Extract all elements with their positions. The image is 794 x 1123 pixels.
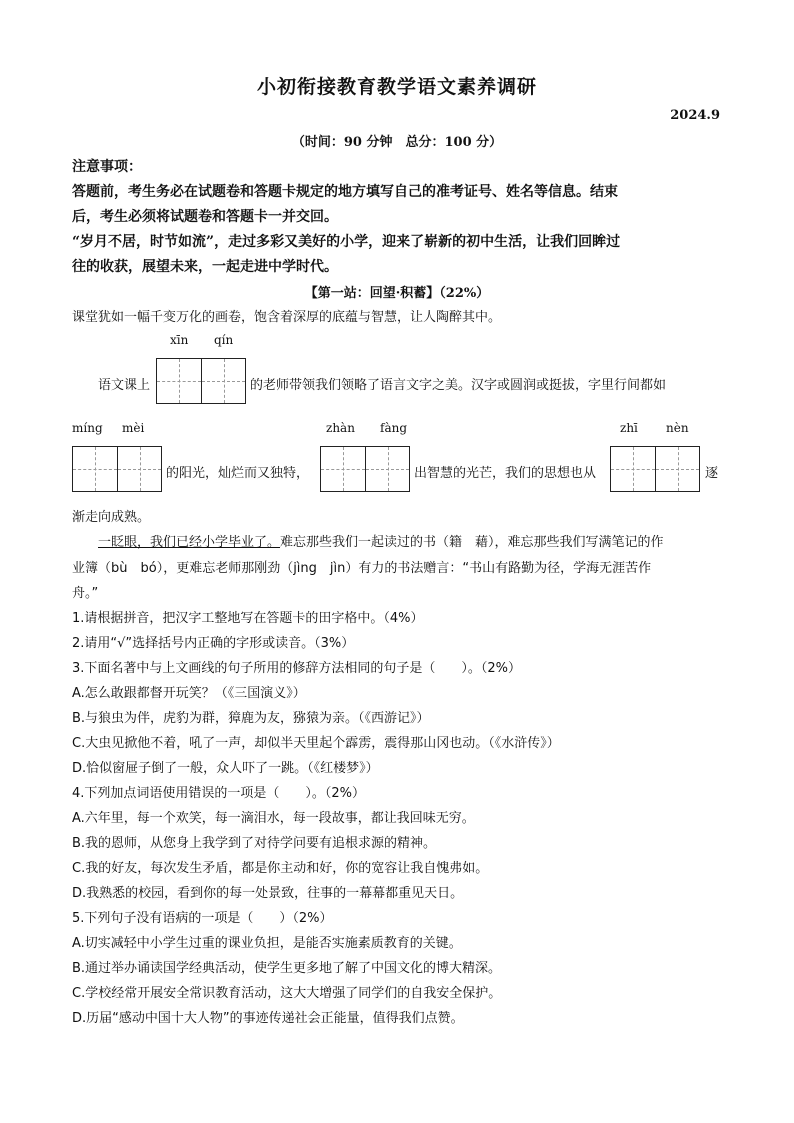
tianzige-grid[interactable] — [72, 446, 162, 492]
pinyin-label: mèi — [122, 421, 145, 435]
question-line: 3.下面名著中与上文画线的句子所用的修辞方法相同的句子是（ ）。（2%） — [72, 661, 522, 676]
exam-date: 2024.9 — [670, 108, 720, 123]
pinyin-label: xīn — [170, 333, 189, 347]
option-line: B.我的恩师，从您身上我学到了对待学问要有追根求源的精神。 — [72, 836, 437, 851]
intro-text: 课堂犹如一幅千变万化的画卷，饱含着深厚的底蕴与智慧，让人陶醉其中。 — [72, 310, 502, 325]
tianzige-cell[interactable] — [655, 447, 699, 491]
notice-line: 后，考生必须将试题卷和答题卡一并交回。 — [72, 209, 338, 225]
option-line: D.我熟悉的校园，看到你的每一处景致，往事的一幕幕都重见天日。 — [72, 886, 464, 901]
fill-text: 逐 — [705, 466, 719, 481]
option-line: D.历届“感动中国十大人物”的事迹传递社会正能量，值得我们点赞。 — [72, 1011, 464, 1026]
passage-line — [98, 531, 664, 550]
option-line: A.六年里，每一个欢笑，每一滴泪水，每一段故事，都让我回味无穷。 — [72, 811, 475, 826]
fill-text: 出智慧的光芒，我们的思想也从 — [414, 466, 597, 481]
pinyin-label: nèn — [666, 421, 689, 435]
option-line: C.学校经常开展安全常识教育活动，这大大增强了同学们的自我安全保护。 — [72, 986, 502, 1001]
tianzige-cell[interactable] — [157, 359, 201, 403]
pinyin-label: zhī — [620, 421, 638, 435]
fill-text: 的老师带领我们领略了语言文字之美。汉字或圆润或挺拔，字里行间都如 — [250, 378, 667, 393]
tianzige-cell[interactable] — [321, 447, 365, 491]
fill-text: 语文课上 — [98, 378, 151, 393]
option-line: D.恰似窗屉子倒了一般，众人吓了一跳。（《红楼梦》） — [72, 761, 379, 776]
option-line: B.与狼虫为伴，虎豹为群，獐鹿为友，猕猿为亲。（《西游记》） — [72, 711, 430, 726]
question-line: 1.请根据拼音，把汉字工整地写在答题卡的田字格中。（4%） — [72, 611, 424, 626]
pinyin-label: míng — [72, 421, 103, 435]
passage-line: 业簿（bù bó），更难忘老师那刚劲（jìng jìn）有力的书法赠言：“书山有路勤为径，学海无涯苦作 — [72, 561, 652, 576]
option-line: A.切实减轻中小学生过重的课业负担，是能否实施素质教育的关键。 — [72, 936, 462, 951]
tianzige-cell[interactable] — [365, 447, 409, 491]
pinyin-label: fàng — [380, 421, 408, 435]
option-line: C.我的好友，每次发生矛盾，都是你主动和好，你的宽容让我自愧弗如。 — [72, 861, 489, 876]
tianzige-cell[interactable] — [611, 447, 655, 491]
option-line: B.通过举办诵读国学经典活动，使学生更多地了解了中国文化的博大精深。 — [72, 961, 502, 976]
section-title: 【第一站：回望·积蓄】（22%） — [304, 286, 490, 301]
page-title: 小初衔接教育教学语文素养调研 — [256, 76, 537, 98]
tianzige-grid[interactable] — [320, 446, 410, 492]
notice-line: 答题前，考生务必在试题卷和答题卡规定的地方填写自己的准考证号、姓名等信息。结束 — [72, 184, 618, 200]
fill-text: 的阳光，灿烂而又独特， — [166, 466, 310, 481]
exam-meta: （时间：90 分钟 总分：100 分） — [291, 135, 503, 150]
option-line: A.怎么敢跟都督开玩笑？（《三国演义》） — [72, 686, 306, 701]
tianzige-cell[interactable] — [117, 447, 161, 491]
question-line: 4.下列加点词语使用错误的一项是（ ）。（2%） — [72, 786, 366, 801]
question-line: 2.请用“√”选择括号内正确的字形或读音。（3%） — [72, 636, 355, 651]
passage-line: 舟。” — [72, 586, 99, 601]
question-line: 5.下列句子没有语病的一项是（ ）（2%） — [72, 911, 333, 926]
notice-heading: 注意事项： — [72, 159, 142, 175]
pinyin-label: zhàn — [326, 421, 355, 435]
tianzige-cell[interactable] — [201, 359, 245, 403]
notice-line: 往的收获，展望未来，一起走进中学时代。 — [72, 259, 338, 275]
fill-text: 渐走向成熟。 — [72, 510, 151, 525]
option-line: C.大虫见掀他不着，吼了一声，却似半天里起个霹雳，震得那山冈也动。（《水浒传》） — [72, 736, 560, 751]
notice-line: “岁月不居，时节如流”，走过多彩又美好的小学，迎来了崭新的初中生活，让我们回眸过 — [72, 234, 621, 250]
passage-text: 难忘那些我们一起读过的书（籍 藉），难忘那些我们写满笔记的作 — [280, 535, 664, 550]
underlined-sentence: 一眨眼，我们已经小学毕业了。 — [98, 535, 281, 550]
tianzige-cell[interactable] — [73, 447, 117, 491]
tianzige-grid[interactable] — [610, 446, 700, 492]
pinyin-label: qín — [214, 333, 234, 347]
tianzige-grid[interactable] — [156, 358, 246, 404]
